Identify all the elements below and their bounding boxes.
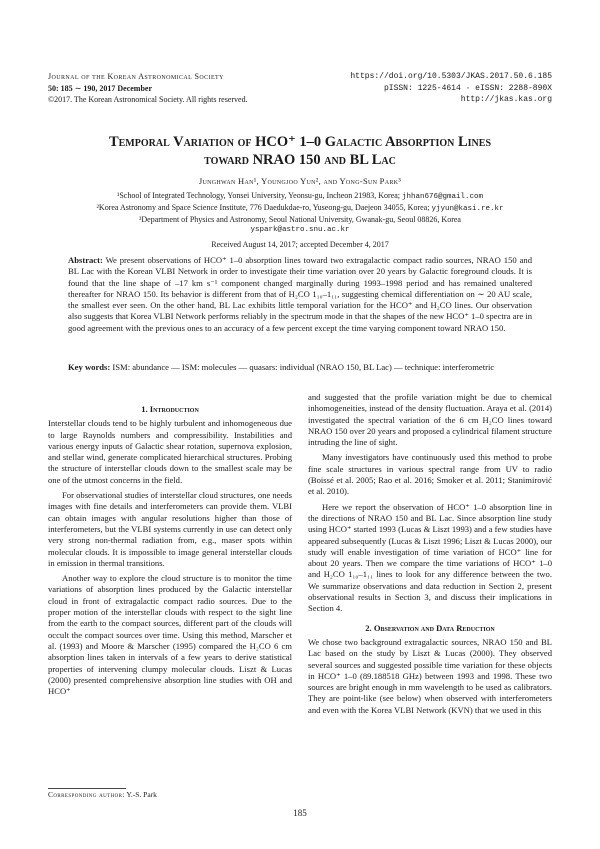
journal-url[interactable]: http://jkas.kas.org — [460, 95, 552, 104]
paragraph: Interstellar clouds tend to be highly turbulent and inhomogeneous due to large Raynolds numbers and compressibility. Instabilities and various energy inputs of Galactic shear rotation, supernova explosion, and stellar wind, generate complicated hierarchical structures. Probing the structure of interstellar clouds down to the smallest scale may be one of the utmost concerns in the field. — [48, 418, 292, 485]
keywords-text: ISM: abundance — ISM: molecules — quasars: individual (NRAO 150, BL Lac) — technique: interferometric — [112, 362, 495, 372]
paragraph: and suggested that the profile variation might be due to chemical inhomogeneities, instead of the density fluctuation. Araya et al. (2014) investigated the spectral variation of the 6 cm H₂CO lines toward NRAO 150 over 20 years and proposed a cylindrical filament structure intruding the line of sight. — [308, 392, 552, 448]
page-number: 185 — [293, 808, 307, 818]
abstract — [68, 255, 532, 334]
affiliation-2: ²Korea Astronomy and Space Science Institute, 776 Daedukdae-ro, Yuseong-gu, Daejeon 34055, Korea; yjyun@kasi.re.kr — [96, 202, 504, 213]
title-line-2: toward NRAO 150 and BL Lac — [204, 152, 396, 168]
title-line-1: Temporal Variation of HCO⁺ 1–0 Galactic Absorption Lines — [108, 134, 492, 150]
journal-volume: 50: 185 ∼ 190, 2017 December — [48, 83, 153, 93]
email-1[interactable]: jhhan676@gmail.com — [402, 193, 484, 201]
doi-link[interactable]: https://doi.org/10.5303/JKAS.2017.50.6.185 — [350, 72, 552, 81]
author-list: Junghwan Han¹, Youngjoo Yun², and Yong-Sun Park³ — [198, 176, 402, 186]
received-dates: Received August 14, 2017; accepted December 4, 2017 — [211, 240, 389, 249]
email-3[interactable]: yspark@astro.snu.ac.kr — [250, 226, 350, 235]
paragraph: We chose two background extragalactic sources, NRAO 150 and BL Lac based on the study by Liszt & Lucas (2000). They observed several sources and suggested possible time variation for these objects in HCO⁺ 1–0 (89.188518 GHz) between 1993 and 1998. These two sources are bright enough in mm wavelength to be used as calibrators. They are point-like (see below) when observed with interferometers and even with the Korea VLBI Network (KVN) that we used in this — [308, 636, 552, 715]
affiliation-1: ¹School of Integrated Technology, Yonsei University, Yeonsu-gu, Incheon 21983, Korea; jhhan676@gmail.com — [116, 191, 484, 201]
abstract-text: We present observations of HCO⁺ 1–0 absorption lines toward two extragalactic compact radio sources, NRAO 150 and BL Lac with the Korean VLBI Network in order to investigate their time variation over 20 years by Galactic foreground clouds. It is found that the line shape of –17 km s⁻¹ component changed marginally during 1993–1998 period and has remained unaltered thereafter for NRAO 150. Its behavior is different from that of H₂CO 1₁₀–1₁₁, suggesting chemical differentiation on ∼ 20 AU scale, the smallest ever seen. On the other hand, BL Lac exhibits little temporal variation for the HCO⁺ and H₂CO lines. Our observation also suggests that Korea VLBI Network performs reliably in the spectrum mode in that the shapes of the new HCO⁺ 1–0 spectra are in good agreement with the previous ones to an accuracy of a few percent except the time varying component toward NRAO 150. — [68, 255, 532, 333]
section-1-heading: 1. Introduction — [141, 404, 199, 414]
left-column — [48, 404, 292, 697]
paragraph: Another way to explore the cloud structure is to monitor the time variations of absorption lines produced by the Galactic interstellar cloud in front of extragalactic compact radio sources. Due to the proper motion of the interstellar clouds with respect to the sight line from the earth to the compact sources, different part of the clouds will occult the compact sources over time. Using this method, Marscher et al. (1993) and Moore & Marscher (1995) compared the H₂CO 6 cm absorption lines taken in intervals of a few years to derive statistical properties of intervening clumpy molecular clouds. Liszt & Lucas (2000) presented comprehensive absorption line studies with OH and HCO⁺ — [48, 573, 292, 697]
corresponding-author — [48, 790, 157, 799]
publication-info — [350, 71, 552, 106]
journal-header — [48, 71, 248, 106]
keywords-label: Key words: — [68, 362, 111, 372]
paragraph: Many investigators have continuously used this method to probe fine scale structures in various spectral range from UV to radio (Boissé et al. 2005; Rao et al. 2016; Smoker et al. 2011; Stanimirović et al. 2010). — [308, 452, 552, 497]
abstract-label: Abstract: — [68, 255, 103, 265]
corresponding-label: Corresponding author: — [48, 790, 125, 799]
journal-copyright: ©2017. The Korean Astronomical Society. All rights reserved. — [48, 95, 248, 104]
corresponding-name: Y.-S. Park — [126, 790, 157, 799]
email-2[interactable]: yjyun@kasi.re.kr — [431, 204, 504, 213]
affiliation-3: ³Department of Physics and Astronomy, Seoul National University, Gwanak-gu, Seoul 08826, Korea — [139, 214, 461, 224]
section-2-heading: 2. Observation and Data Reduction — [365, 622, 495, 633]
affiliations — [40, 191, 560, 236]
keywords — [68, 362, 532, 373]
journal-name: Journal of the Korean Astronomical Society — [48, 72, 224, 81]
paragraph: Here we report the observation of HCO⁺ 1–0 absorption line in the directions of NRAO 150 and BL Lac. Since absorption line study using HCO⁺ started 1993 (Lucas & Liszt 1993) and a few studies have appeared subsequently (Lucas & Liszt 1996; Liszt & Lucas 2000), our study will enable investigation of time variation of HCO⁺ line for about 20 years. Then we compare the time variations of HCO⁺ 1–0 and H₂CO 1₁₀–1₁₁ lines to look for any difference between the two. We summarize observations and data reduction in Section 2, present observational results in Section 3, and discuss their implications in Section 4. — [308, 501, 552, 614]
right-column — [308, 392, 552, 716]
footnote-rule — [48, 788, 126, 789]
paragraph: For observational studies of interstellar cloud structures, one needs images with fine details and interferometers can provide them. VLBI can obtain images with angular resolutions higher than those of interferometers, but the VLBI systems currently in use can detect only very strong non-thermal radiation from, e.g., maser spots within molecular clouds. It is impossible to image general interstellar clouds in emission in thermal transitions. — [48, 490, 292, 568]
issn: pISSN: 1225-4614 · eISSN: 2288-890X — [383, 83, 552, 93]
paper-title — [40, 133, 560, 169]
